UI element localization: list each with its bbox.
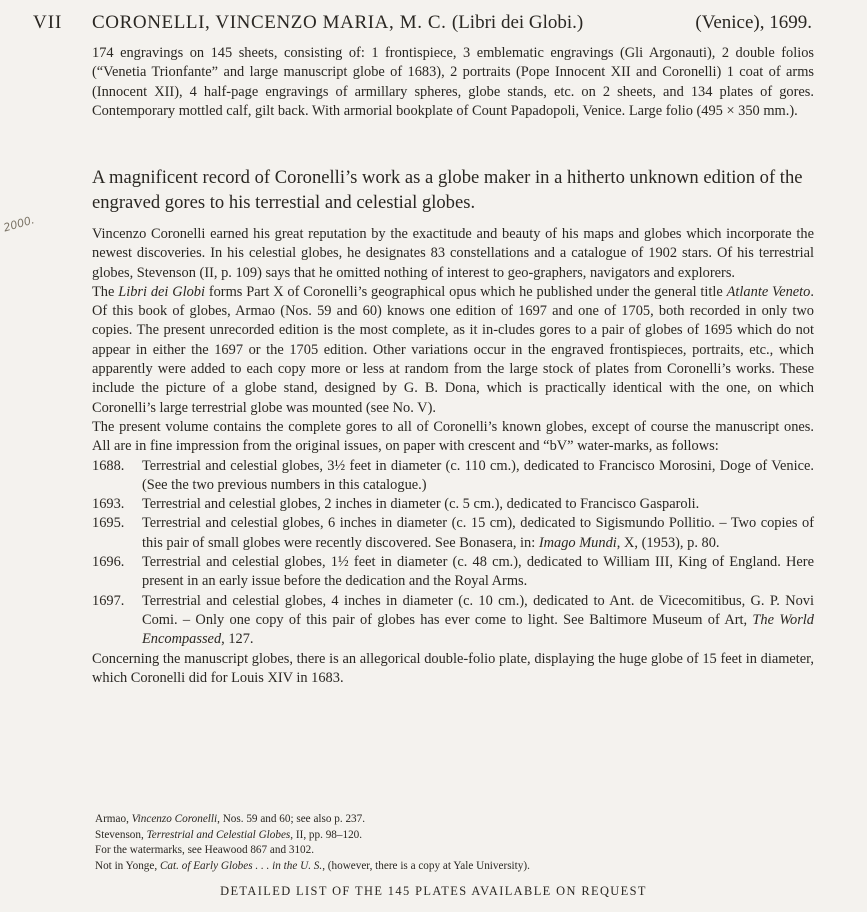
reference-line: Armao, Vincenzo Coronelli, Nos. 59 and 60; see also p. 237. — [95, 813, 366, 825]
entry-year: 1696. — [92, 554, 125, 571]
lot-number: VII — [33, 12, 63, 33]
lot-subtitle: (Libri dei Globi.) — [451, 12, 584, 33]
lot-body — [92, 225, 814, 688]
entry-year: 1688. — [92, 457, 125, 474]
entry-text: Terrestrial and celestial globes, 6 inches in diameter (c. 15 cm), dedicated to Sigismundo Pollitio. – Two copies of this pair of small globes were recently discovered. See Bonasera, in: Imago Mundi, X, (1953), p. 80. — [142, 515, 814, 551]
entry-text: Terrestrial and celestial globes, 4 inches in diameter (c. 10 cm.), dedicated to Ant. de Vicecomitibus, G. P. Novi Comi. – Only one copy of this pair of globes has ever come to light. See Baltimore Museum of Art, The World Encompassed, 127. — [142, 592, 814, 648]
lot-heading — [92, 12, 583, 34]
entry-year: 1697. — [92, 592, 125, 609]
entry-year: 1693. — [92, 496, 125, 513]
entry-text: Terrestrial and celestial globes, 2 inches in diameter (c. 5 cm.), dedicated to Francisco Gasparoli. — [142, 496, 700, 513]
handwritten-margin-note: 2000. — [2, 213, 36, 235]
list-item — [92, 514, 814, 553]
plates-list-footer: DETAILED LIST OF THE 145 PLATES AVAILABLE ON REQUEST — [220, 884, 647, 898]
paragraph-intro: Vincenzo Coronelli earned his great reputation by the exactitude and beauty of his maps and globes which incorporate the newest discoveries. In his celestial globes, he designates 83 constellations and a catalogue of 1902 stars. Of his terrestrial globes, Stevenson (II, p. 109) says that he omitted nothing of interest to geo-graphers, navigators and explorers. — [92, 226, 814, 281]
entry-year: 1695. — [92, 515, 125, 532]
reference-line: Stevenson, Terrestrial and Celestial Globes, II, pp. 98–120. — [95, 828, 363, 841]
entry-text: Terrestrial and celestial globes, 1½ feet in diameter (c. 48 cm.), dedicated to William III, King of England. Here present in an early issue before the dedication and the Royal Arms. — [142, 554, 814, 590]
lot-place-date: (Venice), 1699. — [695, 12, 812, 33]
lot-headline: A magnificent record of Coronelli’s work as a globe maker in a hitherto unknown edition of the engraved gores to his terrestial and celestial globes. — [92, 167, 803, 213]
entry-text: Terrestrial and celestial globes, 3½ feet in diameter (c. 110 cm.), dedicated to Francisco Morosini, Doge of Venice. (See the two previous numbers in this catalogue.) — [142, 457, 814, 493]
list-item — [92, 457, 814, 496]
reference-line: For the watermarks, see Heawood 867 and 3102. — [95, 844, 315, 856]
paragraph-libri: The Libri dei Globi forms Part X of Coronelli’s geographical opus which he published under the general title Atlante Veneto. Of this book of globes, Armao (Nos. 59 and 60) knows one edition of 1697 and one of 1705, both recorded in only two copies. The present unrecorded edition is the most complete, as it in-cludes gores to a pair of globes of 1695 which do not appear in either the 1697 or the 1705 edition. Other variations occur in the engraved frontispieces, portraits, etc., which apparently were added to each copy more or less at random from the large stock of plates from Coronelli’s works. These include the picture of a globe stand, designed by G. B. Dona, which is practically identical with the one, on which Coronelli’s large terrestrial globe was mounted (see No. V). — [92, 283, 814, 416]
list-item — [92, 495, 814, 514]
lot-description: 174 engravings on 145 sheets, consisting of: 1 frontispiece, 3 emblematic engravings (Gli Argonauti), 2 double folios (“Venetia Trionfante” and large manuscript globe of 1683), 2 portraits (Pope Innocent XII and Coronelli) 1 coat of arms (Innocent XII), 4 half-page engravings of armillary spheres, globe stands, etc. on 2 sheets, and 134 plates of gores. Contemporary mottled calf, gilt back. With armorial bookplate of Count Papadopoli, Venice. Large folio (495 × 350 mm.). — [92, 45, 814, 120]
list-item — [92, 553, 814, 592]
reference-line: Not in Yonge, Cat. of Early Globes . . . in the U. S., (however, there is a copy at Yale University). — [95, 859, 530, 872]
lot-title: CORONELLI, VINCENZO MARIA, M. C. — [92, 12, 447, 33]
paragraph-closing: Concerning the manuscript globes, there is an allegorical double-folio plate, displaying the huge globe of 15 feet in diameter, which Coronelli did for Louis XIV in 1683. — [92, 650, 814, 686]
paragraph-contents: The present volume contains the complete gores to all of Coronelli’s known globes, except of course the manuscript ones. All are in fine impression from the original issues, on paper with crescent and “bV” water-marks, as follows: — [92, 418, 814, 455]
bibliography-references — [95, 812, 815, 874]
list-item — [92, 592, 814, 650]
